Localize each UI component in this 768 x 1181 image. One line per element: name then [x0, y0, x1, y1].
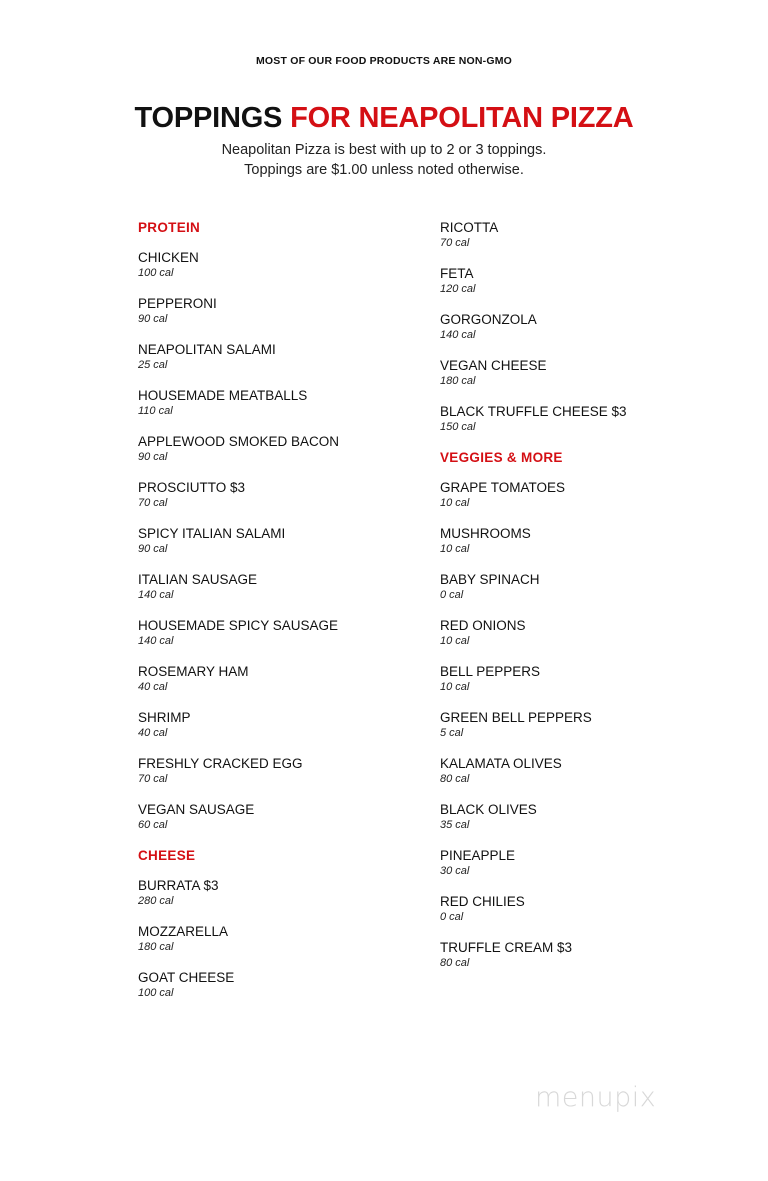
protein-list	[138, 250, 438, 848]
cheese-continued-list	[440, 220, 740, 450]
right-column	[440, 220, 740, 986]
menu-item-calories: 40 cal	[138, 681, 168, 693]
menu-item-calories: 70 cal	[138, 497, 168, 509]
menu-item	[138, 756, 438, 802]
menu-item	[138, 342, 438, 388]
menu-item-calories: 10 cal	[440, 543, 470, 555]
menu-item-name: PEPPERONI	[138, 296, 217, 311]
menu-item-name: BELL PEPPERS	[440, 664, 541, 679]
menu-item-calories: 5 cal	[440, 727, 464, 739]
menu-item-name: RICOTTA	[440, 220, 499, 235]
menu-item-calories: 10 cal	[440, 497, 470, 509]
menu-item-calories: 100 cal	[138, 267, 174, 279]
menu-item-calories: 0 cal	[440, 589, 464, 601]
menu-item-name: GORGONZOLA	[440, 312, 537, 327]
menu-item	[138, 970, 438, 1016]
menu-item-calories: 140 cal	[440, 329, 476, 341]
menu-item-calories: 10 cal	[440, 635, 470, 647]
menu-item-calories: 60 cal	[138, 819, 168, 831]
menu-item-calories: 100 cal	[138, 987, 174, 999]
subtitle-line-1: Neapolitan Pizza is best with up to 2 or 3 toppings.	[221, 142, 547, 158]
menu-item-calories: 140 cal	[138, 589, 174, 601]
menu-item	[440, 802, 740, 848]
menu-item	[440, 526, 740, 572]
menu-item-name: GREEN BELL PEPPERS	[440, 710, 592, 725]
menu-item-name: BLACK OLIVES	[440, 802, 537, 817]
menu-item-name: RED CHILIES	[440, 894, 525, 909]
menu-item	[138, 664, 438, 710]
menu-item-calories: 140 cal	[138, 635, 174, 647]
menu-item-name: CHICKEN	[138, 250, 199, 265]
menu-item-calories: 180 cal	[440, 375, 476, 387]
menu-item	[138, 250, 438, 296]
menu-item-calories: 110 cal	[138, 405, 173, 417]
menu-item-calories: 90 cal	[138, 313, 168, 325]
menu-item-name: KALAMATA OLIVES	[440, 756, 562, 771]
menu-item-calories: 0 cal	[440, 911, 464, 923]
menu-item-name: BABY SPINACH	[440, 572, 540, 587]
menu-item-name: ITALIAN SAUSAGE	[138, 572, 258, 587]
menu-item-calories: 90 cal	[138, 451, 168, 463]
menu-item-name: HOUSEMADE MEATBALLS	[138, 388, 308, 403]
menu-item-name: APPLEWOOD SMOKED BACON	[138, 434, 340, 449]
menu-item-calories: 280 cal	[138, 895, 174, 907]
menu-item-calories: 25 cal	[138, 359, 168, 371]
menu-item	[138, 710, 438, 756]
menu-item-name: GRAPE TOMATOES	[440, 480, 566, 495]
menu-item	[440, 618, 740, 664]
non-gmo-note: MOST OF OUR FOOD PRODUCTS ARE NON-GMO	[255, 55, 513, 67]
menu-item-calories: 180 cal	[138, 941, 174, 953]
subtitle	[0, 140, 768, 180]
page-title-neapolitan: FOR NEAPOLITAN PIZZA	[290, 102, 634, 134]
menu-item	[440, 220, 740, 266]
section-heading-veggies: VEGGIES & MORE	[440, 450, 563, 465]
section-heading-protein: PROTEIN	[138, 220, 201, 235]
menu-item-calories: 30 cal	[440, 865, 470, 877]
menu-item	[440, 266, 740, 312]
menu-item	[138, 388, 438, 434]
menu-item	[138, 572, 438, 618]
menu-item-calories: 35 cal	[440, 819, 470, 831]
menu-item-name: TRUFFLE CREAM $3	[440, 940, 573, 955]
menu-item	[440, 894, 740, 940]
subtitle-line-2: Toppings are $1.00 unless noted otherwise.	[244, 162, 524, 178]
menu-item-name: PINEAPPLE	[440, 848, 516, 863]
menu-item	[138, 526, 438, 572]
menu-item	[138, 296, 438, 342]
menu-item	[138, 878, 438, 924]
menu-item-name: VEGAN SAUSAGE	[138, 802, 255, 817]
page-title	[0, 100, 768, 136]
menu-item-name: BURRATA $3	[138, 878, 219, 893]
menu-item-name: GOAT CHEESE	[138, 970, 235, 985]
menu-item-calories: 80 cal	[440, 957, 470, 969]
menu-item-calories: 70 cal	[440, 237, 470, 249]
section-heading-cheese: CHEESE	[138, 848, 196, 863]
menu-item-name: PROSCIUTTO $3	[138, 480, 246, 495]
page-title-toppings: TOPPINGS	[134, 102, 283, 134]
veggies-list	[440, 480, 740, 986]
menu-item	[138, 924, 438, 970]
menu-item	[440, 664, 740, 710]
menu-item-name: MOZZARELLA	[138, 924, 229, 939]
menu-item-calories: 40 cal	[138, 727, 168, 739]
menu-item-calories: 150 cal	[440, 421, 476, 433]
menu-item	[138, 618, 438, 664]
menu-item-name: BLACK TRUFFLE CHEESE $3	[440, 404, 627, 419]
menu-item	[138, 434, 438, 480]
menu-item-name: SPICY ITALIAN SALAMI	[138, 526, 286, 541]
menu-item	[440, 756, 740, 802]
menu-item-name: HOUSEMADE SPICY SAUSAGE	[138, 618, 339, 633]
menu-item-calories: 70 cal	[138, 773, 168, 785]
menu-item	[440, 710, 740, 756]
menu-item-name: FETA	[440, 266, 474, 281]
menu-item	[440, 480, 740, 526]
menu-item	[440, 404, 740, 450]
menu-item	[138, 480, 438, 526]
menupix-watermark: menupix	[535, 1082, 657, 1113]
left-column	[138, 220, 438, 1016]
menu-item-calories: 10 cal	[440, 681, 470, 693]
menu-item-name: MUSHROOMS	[440, 526, 531, 541]
menu-item	[440, 572, 740, 618]
menu-item	[440, 848, 740, 894]
menu-item	[440, 312, 740, 358]
menu-item-calories: 80 cal	[440, 773, 470, 785]
menu-item-calories: 90 cal	[138, 543, 168, 555]
menu-item-name: FRESHLY CRACKED EGG	[138, 756, 303, 771]
menu-item-calories: 120 cal	[440, 283, 476, 295]
menu-item-name: VEGAN CHEESE	[440, 358, 547, 373]
menu-item	[440, 940, 740, 986]
menu-item-name: ROSEMARY HAM	[138, 664, 249, 679]
menu-item-name: SHRIMP	[138, 710, 191, 725]
menu-item-name: RED ONIONS	[440, 618, 526, 633]
menu-item-name: NEAPOLITAN SALAMI	[138, 342, 276, 357]
cheese-list	[138, 878, 438, 1016]
menu-item	[138, 802, 438, 848]
menu-item	[440, 358, 740, 404]
